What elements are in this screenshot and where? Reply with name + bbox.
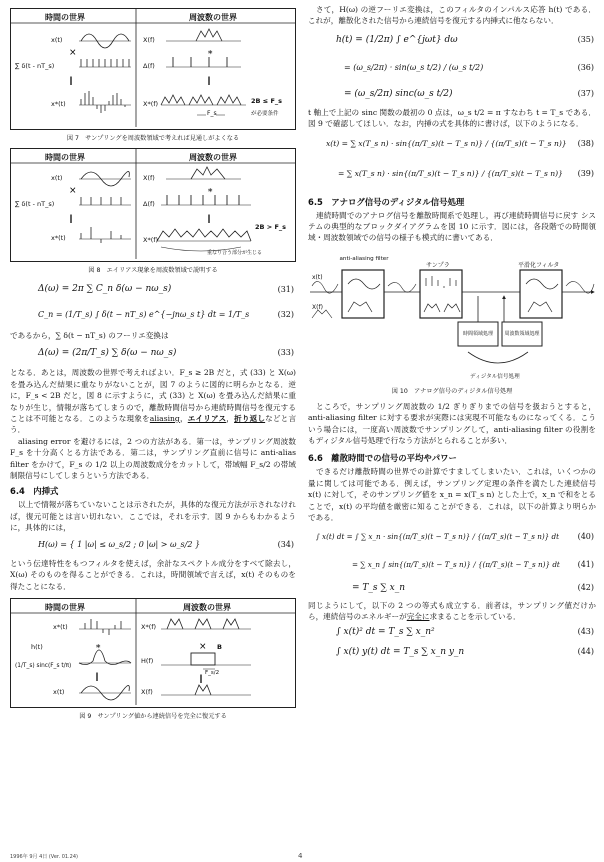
right-paragraph-6b: 求まることを示している． [429,611,521,621]
fig10-label-xt: x(t) [312,273,323,281]
eq-33 [10,341,296,367]
left-paragraph-2 [10,367,296,435]
eq-33-body: Δ(ω) = (2π/T_s) ∑ δ(ω − nω_s) [38,348,177,359]
fig10-time-proc: 時間領域処理 [462,330,493,337]
svg-text:∗: ∗ [207,186,214,196]
left-paragraph-5: という伝達特性をもつフィルタを使えば，余計なスペクトル成分をすべて除去し，X(ω) そのものを得ることができる．これは，時間領域で言えば，x(t) そのものを得たことになる． [10,558,296,591]
right-column [308,4,596,666]
right-paragraph-6a: 同じようにして，以下の 2 つの等式も成立する．前者は，サンプリング値だけから，連続信号のエネルギーが [308,600,596,621]
fig7-label-delta: ∑ δ(t - nT_s) [15,62,55,70]
eq-31-number: (31) [277,285,294,294]
eq-40 [308,524,596,552]
fig9-label-sinc: (1/T_s) sinc(F_s t/π) [15,662,72,669]
fig9-label-xstar: x*(t) [53,622,68,631]
fig9-caption: 図 9 サンプリング値から連続信号を完全に復元する [79,712,227,720]
fig9-label-h: h(t) [31,642,43,651]
fig10-label-aa-filter: anti-aliasing filter [339,255,389,262]
eq-31-body: Δ(ω) = 2π ∑ C_n δ(ω − nω_s) [38,284,172,294]
eq-39 [308,160,596,190]
eq-34-body: H(ω) = { 1 |ω| ≤ ω_s/2 ; 0 |ω| > ω_s/2 } [38,539,201,549]
fig9-label-Hf: H(f) [141,656,154,665]
term-folding: 折り返し [234,414,266,424]
section-6-4-heading: 6.4 内挿式 [10,486,59,497]
eq-36-body: = (ω_s/2π) · sin(ω_s t/2) / (ω_s t/2) [344,62,484,72]
figure-9 [10,598,296,708]
fig9-freq-header: 周波数の世界 [183,602,231,612]
left-paragraph-2b: などと言う． [10,414,297,435]
right-paragraph-1: さて，H(ω) の逆フーリエ変換は，このフィルタのインパルス応答 h(t) である．これが，離散化された信号から連続信号を復元する内挿式に他ならない． [308,5,596,26]
fig8-freq-header: 周波数の世界 [189,153,237,162]
eq-32-body: C_n = (1/T_s) ∫ δ(t − nT_s) e^{−jnω_s t} dt = 1/T_s [38,310,250,319]
fig9-time-header: 時間の世界 [45,602,85,612]
eq-44-body: ∫ x(t) y(t) dt = T_s ∑ x_n y_n [336,647,465,658]
fig7-time-header: 時間の世界 [45,13,85,22]
eq-37-number: (37) [577,88,594,98]
eq-40-body: ∫ x(t) dt = ∫ ∑ x_n · sin{(π/T_s)(t − T_s n)} / {(π/T_s)(t − T_s n)} dt [316,531,560,541]
left-column [10,8,296,726]
eq-32-number: (32) [277,310,294,319]
right-paragraph-6 [308,600,596,623]
fig9-label-Xstarf: X*(f) [141,622,157,631]
left-paragraph-4: 以上で情報が落ちていないことは示されたが，具体的な復元方法が示されなければ，復元可能とは言い切れない．ここでは，それを示す．図 9 からもわかるように，具体的には， [10,500,296,533]
fig8-caption: 図 8 エイリアス現象を周波数領域で説明する [88,267,218,274]
fig8-note2: 重なり合う部分が生じる [207,250,263,256]
svg-text:∗: ∗ [95,641,102,652]
eq-43-body: ∫ x(t)² dt = T_s ∑ x_n² [336,627,435,638]
right-paragraph-3: 連続時間でのアナログ信号を離散時間系で処理し，再び連続時間信号に戻す システムの典型的なブロックダイアグラムを図 10 に示す．図には，各段階での時間領域・周波数領域での信号の様子も模式的に書いてある． [308,210,596,243]
figure-8 [10,148,296,262]
svg-text:‖: ‖ [207,76,211,85]
fig8-time-header: 時間の世界 [45,153,85,162]
fig7-caption: 図 7 サンプリングを周波数領域で考えれば見通しがよくなる [66,135,240,142]
eq-33-number: (33) [277,348,294,358]
fig9-fs2-label: F_s/2 [205,669,220,676]
eq-39-number: (39) [577,168,594,178]
svg-text:×: × [199,641,207,652]
svg-text:×: × [69,48,77,58]
svg-text:‖: ‖ [69,76,73,85]
fig7-label-Df: Δ(f) [143,62,155,70]
fig8-label-Xstarf: X*(f) [143,236,159,244]
term-separator-1: ， [179,414,188,424]
emphasis-complete: 完全に [406,611,430,621]
eq-35 [308,27,596,55]
fig8-label-x: x(t) [51,174,63,182]
fig10-label-smoothing: 平滑化フィルタ [518,261,560,269]
left-paragraph-3: aliasing error を避けるには，2 つの方法がある．第一は，サンプリング周波数 F_s を十分高くとる方法である．第二は，サンプリング直前に信号に anti-alias filter をかけて，F_s の 1/2 以上の周波数成分をカットして，帯域幅 F_s/2 の帯域制限信号にしてしまうという方法である． [10,436,296,481]
right-paragraph-4: ところで，サンプリング周波数の 1/2 ぎりぎりまでの信号を扱おうとすると，anti-aliasing filter に対する要求が実際には実現不可能なものになってくる．こういう場合には，一度高い周波数でサンプリングして，anti-aliasing filter の役割をもディジタル信号処理で行なう方法がとられることが多い． [308,401,596,446]
eq-38-body: x(t) = ∑ x(T_s n) · sin{(π/T_s)(t − T_s n)} / {(π/T_s)(t − T_s n)} [326,138,567,148]
fig7-label-Xf: X(f) [143,36,155,44]
fig9-label-Xf: X(f) [141,687,153,696]
figure-7 [10,8,296,130]
fig8-label-Xf: X(f) [143,174,155,182]
fig10-freq-proc: 周波数領域処理 [504,330,540,337]
eq-42 [308,580,596,600]
fig9-label-x: x(t) [53,687,65,696]
term-separator-2: ， [226,414,235,424]
eq-36 [308,55,596,83]
term-aliasing: aliasing [149,414,180,424]
fig9-b-label: B [217,642,222,651]
fig7-note1: 2B ≤ F_s [251,97,283,105]
fig7-label-Xstarf: X*(f) [143,100,159,108]
eq-44 [308,644,596,666]
eq-40-number: (40) [577,531,594,541]
section-6-5-heading: 6.5 アナログ信号のディジタル信号処理 [308,196,465,207]
fig10-label-Xf: X(f) [312,303,323,311]
eq-43 [308,622,596,644]
fig10-dsp: ディジタル信号処理 [470,373,520,380]
footer-version: 1996年 9月 4日 (Ver. 01.24) [10,854,78,860]
eq-44-number: (44) [577,647,594,657]
eq-39-body: = ∑ x(T_s n) · sin{(π/T_s)(t − T_s n)} / {(π/T_s)(t − T_s n)} [338,168,563,178]
section-6-6-heading: 6.6 離散時間での信号の平均やパワー [308,453,457,464]
eq-32 [10,302,296,330]
left-paragraph-1: であるから，∑ δ(t − nT_s) のフーリエ変換は [10,331,169,340]
fig10-caption: 図 10 アナログ信号のディジタル信号処理 [391,387,513,395]
fig7-fs-label: F_s [207,110,217,117]
eq-42-body: = T_s ∑ x_n [352,582,406,593]
eq-38-number: (38) [577,138,594,148]
svg-text:‖: ‖ [69,214,73,223]
term-alias-jp: エイリアス [187,414,227,424]
svg-text:∗: ∗ [207,48,214,58]
fig8-label-delta: ∑ δ(t - nT_s) [15,200,55,208]
svg-text:‖: ‖ [199,673,203,683]
eq-35-number: (35) [577,34,594,44]
left-paragraph-2a: となる．あとは，周波数の世界で考えればよい．F_s ≥ 2B だと，式 (33) と X(ω) を畳み込んだ結果に重なりがないことが，図 7 のように図的に明らかとなる．逆に，F_s < 2B だと，図 8 に示すように，式 (33) と X(ω) を畳み込んだ結果に重なりが生じ，情報が落ちてしまうので，離散時間信号から連続時間信号を復元することは不可能となる．このような現象を [10,368,296,424]
eq-31 [10,280,296,302]
right-paragraph-2: t 軸上で上記の sinc 関数の最初の 0 点は，ω_s t/2 = π すなわち t = T_s である．図 9 で確認してほしい．なお，内挿の式を具体的に書けば，以下のようになる． [308,107,596,129]
eq-35-body: h(t) = (1/2π) ∫ e^{jωt} dω [336,34,458,45]
eq-34 [10,534,296,558]
eq-37-body: = (ω_s/2π) sinc(ω_s t/2) [344,88,453,99]
page-number: 4 [298,852,303,860]
fig7-label-x: x(t) [51,36,63,44]
fig10-label-sampler: サンプラ [426,261,450,269]
fig7-freq-header: 周波数の世界 [189,13,237,22]
eq-37 [308,83,596,107]
eq-38 [308,130,596,160]
eq-42-number: (42) [577,582,594,592]
fig8-note1: 2B > F_s [255,223,287,231]
figure-10 [308,248,596,386]
svg-text:‖: ‖ [207,214,211,223]
svg-text:×: × [69,186,77,196]
fig7-note2: が必要条件 [251,111,279,117]
eq-41 [308,552,596,580]
right-paragraph-5: できるだけ離散時間の世界での計算ですましてしまいたい．これは，いくつかの量に関しては可能である．例えば，サンプリング定理の条件を満たした連続信号 x(t) に対して，そのサンプリング値を x_n = x(T_s n) とした上で，x_n で和をとることで，x(t) の平均値を厳密に知ることができる．これは，以下の計算より明らかである． [308,467,596,523]
fig8-label-Df: Δ(f) [143,200,155,208]
svg-text:‖: ‖ [95,671,99,681]
fig8-label-xstar: x*(t) [51,234,66,242]
fig7-label-xstar: x*(t) [51,100,66,108]
eq-41-body: = ∑ x_n ∫ sin{(π/T_s)(t − T_s n)} / {(π/T_s)(t − T_s n)} dt [352,559,560,569]
eq-36-number: (36) [577,62,594,72]
eq-43-number: (43) [577,627,594,637]
eq-41-number: (41) [577,559,594,569]
eq-34-number: (34) [277,539,294,549]
